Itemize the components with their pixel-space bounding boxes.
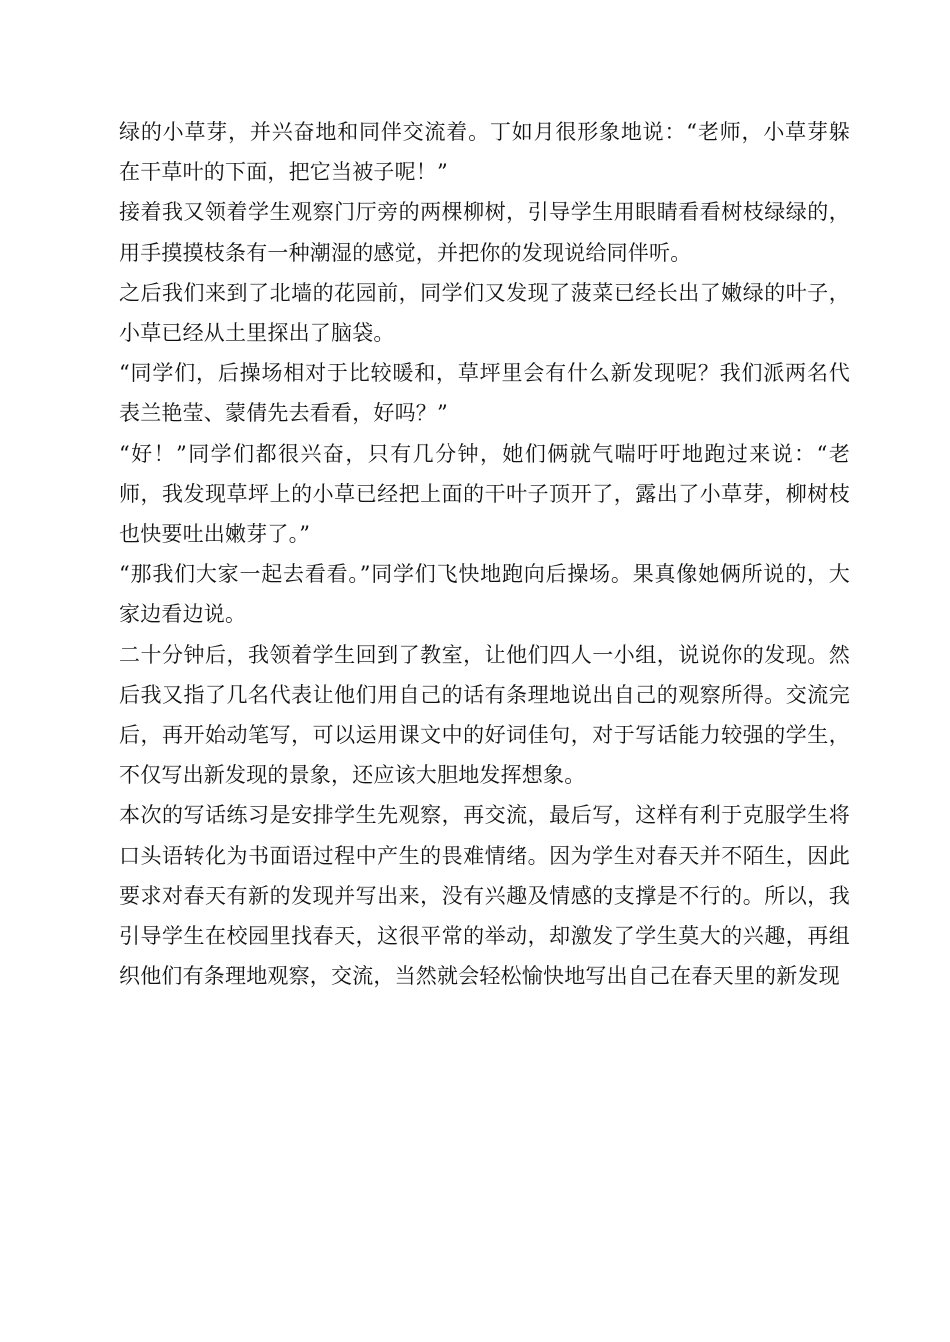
- paragraph-5: “好！”同学们都很兴奋，只有几分钟，她们俩就气喘吁吁地跑过来说：“老师，我发现草坪上的小草已经把上面的干叶子顶开了，露出了小草芽，柳树枝也快要吐出嫩芽了。”: [119, 441, 850, 547]
- paragraph-1: 绿的小草芽，并兴奋地和同伴交流着。丁如月很形象地说：“老师，小草芽躲在干草叶的下面，把它当被子呢！”: [119, 120, 850, 185]
- paragraph-7: 二十分钟后，我领着学生回到了教室，让他们四人一小组，说说你的发现。然后我又指了几名代表让他们用自己的话有条理地说出自己的观察所得。交流完后，再开始动笔写，可以运用课文中的好词佳句，对于写话能力较强的学生，不仅写出新发现的景象，还应该大胆地发挥想象。: [119, 642, 850, 788]
- paragraph-2: 接着我又领着学生观察门厅旁的两棵柳树，引导学生用眼睛看看树枝绿绿的，用手摸摸枝条有一种潮湿的感觉，并把你的发现说给同伴听。: [119, 200, 850, 265]
- paragraph-3: 之后我们来到了北墙的花园前，同学们又发现了菠菜已经长出了嫩绿的叶子，小草已经从土里探出了脑袋。: [119, 280, 850, 346]
- paragraph-8: 本次的写话练习是安排学生先观察，再交流，最后写，这样有利于克服学生将口头语转化为书面语过程中产生的畏难情绪。因为学生对春天并不陌生，因此要求对春天有新的发现并写出来，没有兴趣及情感的支撑是不行的。所以，我引导学生在校园里找春天，这很平常的举动，却激发了学生莫大的兴趣，再组织他们有条理地观察，交流，当然就会轻松愉快地写出自己在春天里的新发现: [119, 803, 850, 989]
- document-body: [119, 112, 850, 996]
- paragraph-6: “那我们大家一起去看看。”同学们飞快地跑向后操场。果真像她俩所说的，大家边看边说。: [119, 562, 850, 627]
- paragraph-4: “同学们，后操场相对于比较暖和，草坪里会有什么新发现呢？我们派两名代表兰艳莹、蒙倩先去看看，好吗？”: [119, 361, 850, 426]
